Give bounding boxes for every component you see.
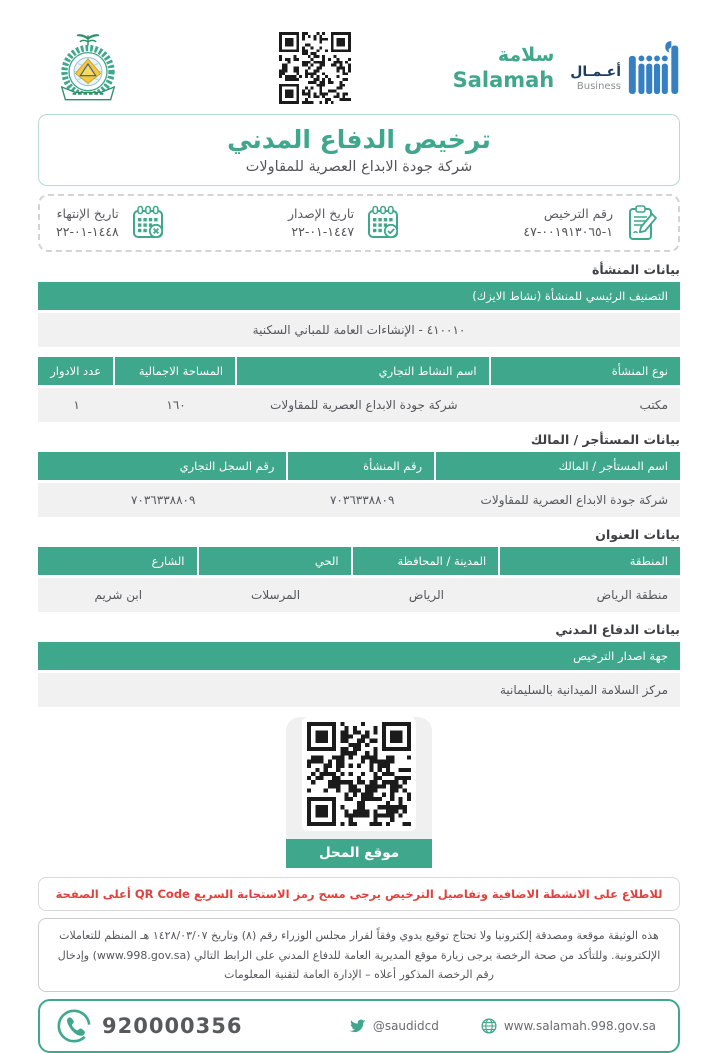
qr-code-main bbox=[279, 32, 351, 104]
twitter-group bbox=[349, 1019, 439, 1034]
page-title: ترخيص الدفاع المدني bbox=[227, 125, 491, 154]
phone-group bbox=[56, 1008, 243, 1044]
salamah-english: Salamah bbox=[452, 68, 555, 92]
calendar-x-icon bbox=[128, 203, 168, 243]
facility-table-row bbox=[38, 388, 680, 422]
facility-number-value: ٧٠٣٦٣٣٨٨٠٩ bbox=[288, 483, 436, 517]
issuer-value: مركز السلامة الميدانية بالسليمانية bbox=[38, 673, 680, 707]
civil-defense-emblem-icon bbox=[38, 30, 138, 106]
salamah-arabic: سلامة bbox=[497, 44, 555, 66]
website-group bbox=[481, 1018, 656, 1034]
address-table-header bbox=[38, 547, 680, 575]
col-region: المنطقة bbox=[500, 547, 680, 575]
website-url: www.salamah.998.gov.sa bbox=[503, 1019, 656, 1033]
qr-scan-notice: للاطلاع على الانشطة الاضافية وتفاصيل الترخيص يرجى مسح رمز الاستجابة السريع QR Code أعلى الصفحة bbox=[38, 877, 680, 911]
phone-number: 920000356 bbox=[102, 1014, 243, 1038]
company-name: شركة جودة الابداع العصرية للمقاولات bbox=[245, 159, 473, 176]
trade-name-value: شركة جودة الابداع العصرية للمقاولات bbox=[237, 388, 491, 422]
section-title-address: بيانات العنوان bbox=[595, 527, 680, 543]
section-title-facility: بيانات المنشأة bbox=[591, 262, 680, 278]
disclaimer-text: هذه الوثيقة موقعة ومصدقة إلكترونيا ولا تحتاج توقيع يدوي وفقاً لقرار مجلس الوزراء رقم (٨) وتاريخ ١٤٢٨/٠٣/٠٧ هـ المنظم للتعاملات الإلكترونية. وللتأكد من صحة الرخصة يرجى زيارة موقع المديرية العامة للدفاع المدني على الرابط التالي (www.998.gov.sa) وإدخال رقم الرخصة المذكور أعلاه – الإدارة العامة لتقنية المعلومات bbox=[38, 918, 680, 992]
twitter-handle: @saudidcd bbox=[372, 1019, 439, 1033]
twitter-icon bbox=[349, 1019, 366, 1034]
facility-table-header bbox=[38, 357, 680, 385]
location-card-label: موقع المحل bbox=[286, 839, 432, 868]
section-title-owner: بيانات المستأجر / المالك bbox=[530, 432, 680, 448]
expiry-date-item bbox=[56, 203, 168, 243]
issuer-value-row bbox=[38, 673, 680, 707]
footer-contact-bar bbox=[38, 999, 680, 1053]
col-cr-number: رقم السجل التجاري bbox=[38, 452, 288, 480]
header bbox=[38, 30, 680, 106]
street-value: ابن شريم bbox=[38, 578, 199, 612]
brand-block bbox=[453, 40, 680, 96]
absher-business-text bbox=[570, 64, 621, 96]
isic-value-row bbox=[38, 313, 680, 347]
owner-name-value: شركة جودة الابداع العصرية للمقاولات bbox=[436, 483, 680, 517]
total-area-value: ١٦٠ bbox=[115, 388, 237, 422]
col-facility-number: رقم المنشأة bbox=[288, 452, 436, 480]
region-value: منطقة الرياض bbox=[500, 578, 680, 612]
col-street: الشارع bbox=[38, 547, 199, 575]
owner-table-header bbox=[38, 452, 680, 480]
globe-icon bbox=[481, 1018, 497, 1034]
license-number-item bbox=[523, 203, 662, 243]
location-qr-panel bbox=[302, 717, 416, 831]
issuer-header: جهة اصدار الترخيص bbox=[38, 642, 680, 670]
expiry-date-value: ١٤٤٨-٠١-٢٢ bbox=[56, 224, 119, 240]
section-title-civil-defense: بيانات الدفاع المدني bbox=[555, 622, 680, 638]
isic-header-row bbox=[38, 282, 680, 310]
license-meta-box bbox=[38, 194, 680, 252]
calendar-check-icon bbox=[363, 203, 403, 243]
owner-table-row bbox=[38, 483, 680, 517]
business-arabic: أعـمـال bbox=[570, 64, 621, 80]
col-trade-name: اسم النشاط التجاري bbox=[237, 357, 491, 385]
facility-type-value: مكتب bbox=[491, 388, 680, 422]
col-floors: عدد الادوار bbox=[38, 357, 115, 385]
isic-header: التصنيف الرئيسي للمنشأة (نشاط الايزك) bbox=[38, 282, 680, 310]
floors-value: ١ bbox=[38, 388, 115, 422]
location-qr-card bbox=[286, 717, 432, 868]
issue-date-value: ١٤٤٧-٠١-٢٢ bbox=[291, 224, 355, 240]
phone-icon bbox=[56, 1008, 92, 1044]
expiry-date-label: تاريخ الإنتهاء bbox=[56, 206, 119, 222]
absher-business-logo bbox=[570, 40, 680, 96]
issuer-header-row bbox=[38, 642, 680, 670]
license-number-label: رقم الترخيص bbox=[543, 206, 613, 222]
col-total-area: المساحة الاجمالية bbox=[115, 357, 237, 385]
salamah-logo bbox=[453, 44, 555, 92]
address-table-row bbox=[38, 578, 680, 612]
district-value: المرسلات bbox=[199, 578, 353, 612]
col-district: الحي bbox=[199, 547, 353, 575]
business-english: Business bbox=[576, 81, 621, 92]
license-number-value: ١-٠٠١٩١٣٠٦٥-٤٧ bbox=[523, 224, 613, 240]
issue-date-item bbox=[288, 203, 403, 243]
cr-number-value: ٧٠٣٦٣٣٨٨٠٩ bbox=[38, 483, 288, 517]
col-owner-name: اسم المستأجر / المالك bbox=[436, 452, 680, 480]
license-title-box bbox=[38, 114, 680, 186]
qr-code-location bbox=[307, 722, 411, 826]
issue-date-label: تاريخ الإصدار bbox=[288, 206, 355, 222]
isic-value: ٤١٠٠١٠ - الإنشاءات العامة للمباني السكنية bbox=[38, 313, 680, 347]
clipboard-pencil-icon bbox=[622, 203, 662, 243]
col-facility-type: نوع المنشأة bbox=[491, 357, 680, 385]
absher-logo-icon bbox=[628, 40, 680, 96]
city-value: الرياض bbox=[353, 578, 501, 612]
col-city: المدينة / المحافظة bbox=[353, 547, 501, 575]
